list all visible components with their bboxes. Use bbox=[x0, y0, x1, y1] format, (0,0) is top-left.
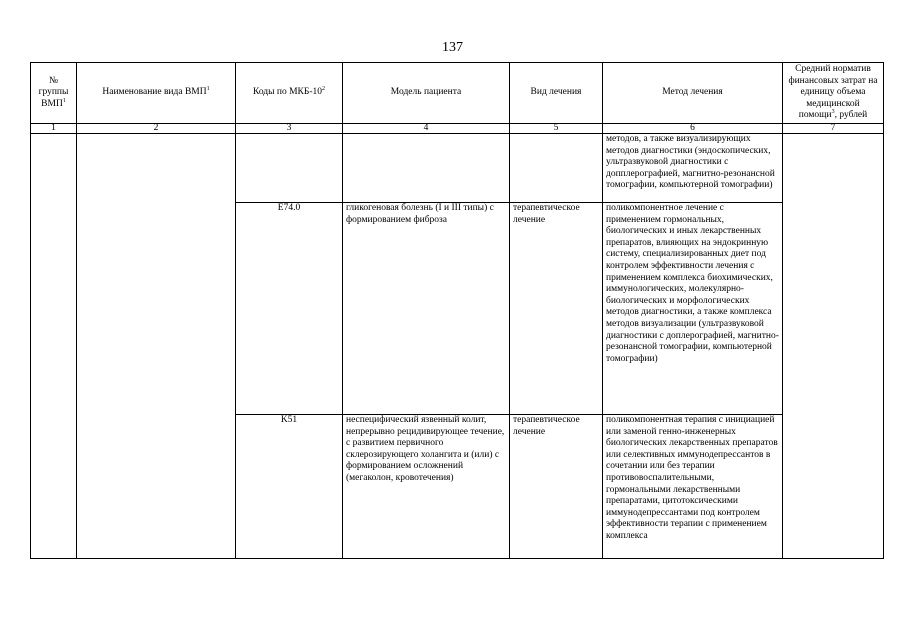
header-name: Наименование вида ВМП$^1$ bbox=[77, 63, 236, 124]
cost-cell bbox=[783, 134, 884, 559]
vmp-table bbox=[30, 62, 884, 559]
column-number: 5 bbox=[510, 124, 603, 134]
treatment-cell: терапевтическое лечение bbox=[510, 203, 603, 415]
method-cell: поликомпонентная терапия с инициацией или заменой генно-инженерных биологических лекарственных препаратов или селективных иммунодепрессантов в сочетании или без терапии противовоспалительными, гормональными лекарственными препаратами, цитотоксическими иммунодепрессантами под контролем эффективности терапии с применением комплекса bbox=[603, 415, 783, 559]
header-group: № группы ВМП$^1$ bbox=[31, 63, 77, 124]
header-method: Метод лечения bbox=[603, 63, 783, 124]
header-cost: Средний норматив финансовых затрат на единицу объема медицинской помощи$^3$, рублей bbox=[783, 63, 884, 124]
method-cell: поликомпонентное лечение с применением гормональных, биологических и иных лекарственных препаратов, влияющих на эндокринную систему, специализированных диет под контролем эффективности лечения с применением комплекса биохимических, иммунологических, молекулярно-биологических и морфологических методов диагностики, а также комплекса методов визуализации (ультразвуковой диагностики с доплерографией, магнитно-резонансной томографии, компьютерной томографии) bbox=[603, 203, 783, 415]
code-cell: K51 bbox=[236, 415, 343, 559]
column-number: 6 bbox=[603, 124, 783, 134]
code-cell: E74.0 bbox=[236, 203, 343, 415]
group-cell bbox=[31, 134, 77, 559]
model-cell: неспецифический язвенный колит, непрерывно рецидивирующее течение, с развитием первичного склерозирующего холангита и (или) с формированием осложнений (мегаколон, кровотечения) bbox=[343, 415, 510, 559]
method-cell: методов, а также визуализирующих методов диагностики (эндоскопических, ультразвуковой диагностики с допплерографией, магнитно-резонансной томографии, компьютерной томографии) bbox=[603, 134, 783, 203]
treatment-cell: терапевтическое лечение bbox=[510, 415, 603, 559]
column-number: 3 bbox=[236, 124, 343, 134]
header-codes: Коды по МКБ-$10^2$ bbox=[236, 63, 343, 124]
header-treatment: Вид лечения bbox=[510, 63, 603, 124]
treatment-cell bbox=[510, 134, 603, 203]
header-row bbox=[31, 63, 884, 124]
column-number-row bbox=[31, 124, 884, 134]
header-model: Модель пациента bbox=[343, 63, 510, 124]
name-cell bbox=[77, 134, 236, 559]
table-row bbox=[31, 134, 884, 203]
column-number: 7 bbox=[783, 124, 884, 134]
column-number: 4 bbox=[343, 124, 510, 134]
model-cell: гликогеновая болезнь (I и III типы) с формированием фиброза bbox=[343, 203, 510, 415]
column-number: 2 bbox=[77, 124, 236, 134]
column-number: 1 bbox=[31, 124, 77, 134]
model-cell bbox=[343, 134, 510, 203]
page-number: 137 bbox=[442, 40, 463, 55]
code-cell bbox=[236, 134, 343, 203]
